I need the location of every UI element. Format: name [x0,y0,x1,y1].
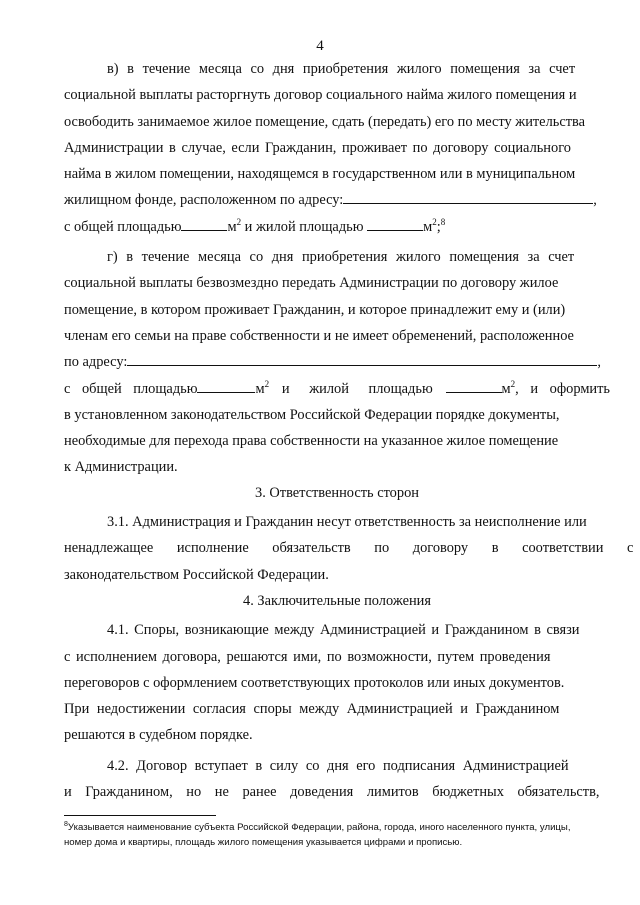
section-3-line-3: законодательством Российской Федерации. [64,566,329,583]
footnote-line-2: номер дома и квартиры, площадь жилого помещения указывается цифрами и прописью. [64,837,463,848]
page-number: 4 [316,38,324,54]
unit-m: м [255,380,265,397]
clause-v-line-6: жилищном фонде, расположенном по адресу: [64,192,344,209]
clause-g-line-5: по адресу: [64,354,128,371]
section-3-line-2: ненадлежащее исполнение обязательств по договору в соответствии с [64,540,634,557]
section-4-2-line-1: 4.2. Договор вступает в силу со дня его подписания Администрацией [107,757,569,774]
section-3-line-1: 3.1. Администрация и Гражданин несут ответственность за неисполнение или [107,514,587,531]
total-area-blank-1[interactable] [181,216,227,231]
section-4-1-line-1: 4.1. Споры, возникающие между Администрацией и Гражданином в связи [107,622,580,639]
living-area-label: и жилой площадью [241,218,364,235]
document-body [64,56,634,805]
total-area-label: с общей площадью [64,218,182,235]
clause-g-line-1: г) в течение месяца со дня приобретения жилого помещения за счет [107,249,575,266]
address-blank-1[interactable] [343,189,593,204]
clause-v-line-1: в) в течение месяца со дня приобретения жилого помещения за счет [107,61,576,77]
address-blank-2[interactable] [127,351,597,366]
section-4-1-line-5: решаются в судебном порядке. [64,727,253,744]
footnote-line-1: Указывается наименование субъекта Российской Федерации, района, города, иного населенного пункта, улицы, [67,822,571,833]
unit-m: м [501,380,511,397]
footnote-mark: 8 [64,820,68,828]
total-area-blank-2[interactable] [197,378,255,393]
clause-g-line-2: социальной выплаты безвозмездно передать Администрации по договору жилое [64,275,559,292]
section-4-1-line-4: При недостижении согласия споры между Администрацией и Гражданином [64,701,560,718]
clause-v [64,56,610,240]
clause-v-line-2: социальной выплаты расторгнуть договор социального найма жилого помещения и [64,87,577,104]
section-4-1-line-2: с исполнением договора, решаются ими, по возможности, путем проведения [64,648,551,665]
clause-g-line-3: помещение, в котором проживает Гражданин, и которое принадлежит ему и (или) [64,301,566,318]
clause-g-line-8: необходимые для перехода права собственности на указанное жилое помещение [64,433,559,450]
clause-g-line-6-end: , и оформить [515,380,610,397]
comma: , [593,192,597,209]
footnote-separator [64,815,216,816]
living-area-blank-2[interactable] [446,378,502,393]
footnote [64,820,610,850]
clause-g [64,244,610,481]
living-area-blank-1[interactable] [367,216,423,231]
section-4-clause-2 [64,753,610,806]
total-area-label: с общей площадью [64,380,198,397]
clause-g-line-7: в установленном законодательством Российской Федерации порядке документы, [64,406,560,423]
comma: , [597,354,601,371]
living-area-label: и жилой площадью [281,380,433,397]
footnote-ref: 8 [440,216,446,227]
clause-v-line-3: освободить занимаемое жилое помещение, сдать (передать) его по месту жительства [64,113,585,130]
unit-m: м [423,218,433,235]
section-4-title: 4. Заключительные положения [243,592,431,609]
section-4-1-line-3: переговоров с оформлением соответствующих протоколов или иных документов. [64,674,565,691]
unit-sup: 2 [236,216,242,227]
clause-g-line-9: к Администрации. [64,459,178,476]
section-4-2-line-2: и Гражданином, но не ранее доведения лимитов бюджетных обязательств, [64,784,600,801]
unit-sup: 2 [432,216,437,227]
unit-sup: 2 [510,378,516,389]
clause-v-line-4: Администрации в случае, если Гражданин, проживает по договору социального [64,139,571,156]
clause-g-line-4: членам его семьи на праве собственности и не имеет обременений, расположенное [64,327,574,344]
semicolon: ; [436,218,441,235]
clause-v-line-5: найма в жилом помещении, находящемся в государственном или в муниципальном [64,166,576,183]
section-3-title: 3. Ответственность сторон [255,484,419,501]
unit-sup: 2 [264,378,270,389]
section-3-clause-1 [64,509,634,588]
section-4-clause-1 [64,617,610,748]
unit-m: м [227,218,237,235]
